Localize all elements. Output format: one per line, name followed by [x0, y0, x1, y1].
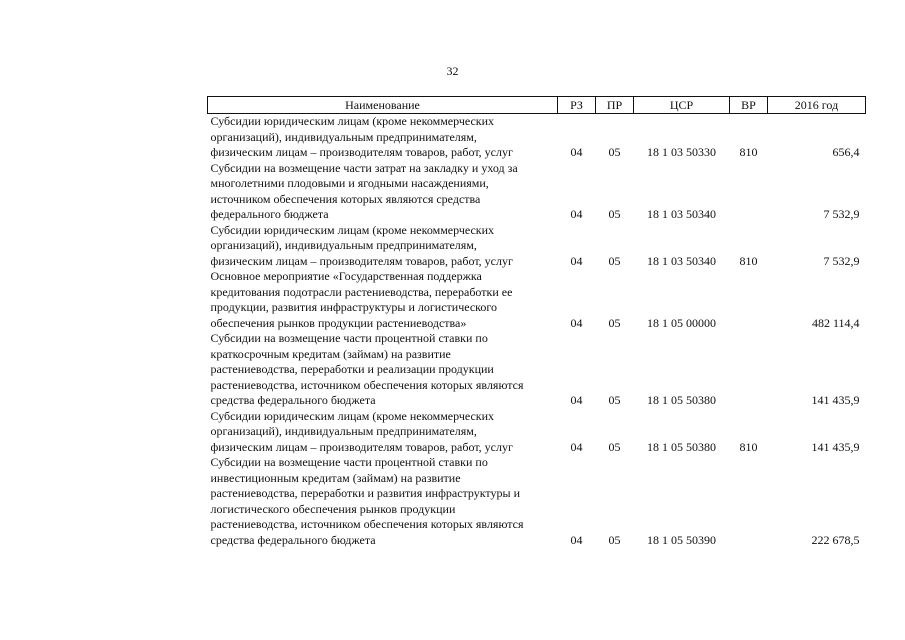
row-vr: [730, 161, 768, 223]
row-amount: 7 532,9: [823, 253, 860, 268]
row-pr: 05: [608, 532, 621, 547]
row-csr: 18 1 05 50380: [647, 439, 716, 454]
row-vr: [730, 269, 768, 331]
row-rz: 04: [570, 439, 583, 454]
header-vr: ВР: [730, 97, 768, 114]
row-pr: 05: [608, 393, 621, 407]
header-year: 2016 год: [768, 97, 866, 114]
table-row: [208, 114, 866, 161]
row-name: Субсидии на возмещение части процентной ставки по краткосрочным кредитам (займам) на развитие растениеводства, переработки и реализации продукции растениеводства, источником обеспечения которых являются средства федерального бюджета: [210, 331, 524, 407]
row-pr: 05: [608, 315, 621, 330]
row-vr: [730, 331, 768, 409]
budget-table: [207, 96, 866, 548]
row-rz: 04: [570, 315, 583, 330]
row-rz: 04: [570, 253, 583, 268]
table-row: [208, 161, 866, 223]
header-name: Наименование: [208, 97, 558, 114]
row-vr: 810: [739, 439, 758, 454]
table-row: [208, 455, 866, 548]
row-vr: 810: [739, 253, 758, 268]
row-amount: 482 114,4: [811, 315, 860, 330]
header-csr: ЦСР: [634, 97, 730, 114]
table-row: [208, 223, 866, 270]
row-vr: 810: [739, 145, 758, 159]
row-csr: 18 1 05 50390: [647, 532, 716, 547]
row-amount: 141 435,9: [811, 393, 860, 407]
row-pr: 05: [608, 439, 621, 454]
page-number: 32: [446, 64, 459, 78]
row-vr: [730, 455, 768, 548]
row-name: Субсидии юридическим лицам (кроме некоммерческих организаций), индивидуальным предпринимателям, физическим лицам – производителям товаров, работ, услуг: [210, 222, 513, 268]
table-row: [208, 331, 866, 409]
row-csr: 18 1 05 00000: [647, 315, 716, 330]
header-rz: РЗ: [558, 97, 596, 114]
row-rz: 04: [570, 393, 583, 407]
row-amount: 7 532,9: [823, 207, 860, 221]
table-header: [208, 97, 866, 114]
row-amount: 222 678,5: [811, 532, 860, 547]
table-body: [208, 114, 866, 549]
table-row: [208, 409, 866, 456]
row-rz: 04: [570, 145, 583, 159]
row-rz: 04: [570, 207, 583, 221]
row-csr: 18 1 03 50330: [647, 145, 716, 159]
row-amount: 656,4: [832, 145, 860, 159]
row-amount: 141 435,9: [811, 439, 860, 454]
row-name: Субсидии на возмещение части процентной ставки по инвестиционным кредитам (займам) на развитие растениеводства, переработки и развития инфраструктуры и логистического обеспечения рынков продукции растениеводства, источником обеспечения которых являются средства федерального бюджета: [210, 455, 524, 547]
row-name: Субсидии юридическим лицам (кроме некоммерческих организаций), индивидуальным предпринимателям, физическим лицам – производителям товаров, работ, услуг: [210, 114, 513, 159]
row-csr: 18 1 03 50340: [647, 207, 716, 221]
row-pr: 05: [608, 145, 621, 159]
row-name: Субсидии на возмещение части затрат на закладку и уход за многолетними плодовыми и ягодными насаждениями, источником обеспечения которых являются средства федерального бюджета: [210, 160, 518, 221]
row-rz: 04: [570, 532, 583, 547]
header-pr: ПР: [596, 97, 634, 114]
row-pr: 05: [608, 253, 621, 268]
row-name: Основное мероприятие «Государственная поддержка кредитования подотрасли растениеводства, переработки ее продукции, развития инфраструктуры и логистического обеспечения рынков продукции растениеводства»: [210, 269, 513, 330]
row-name: Субсидии юридическим лицам (кроме некоммерческих организаций), индивидуальным предпринимателям, физическим лицам – производителям товаров, работ, услуг: [210, 408, 513, 454]
table-row: [208, 269, 866, 331]
row-csr: 18 1 05 50380: [647, 393, 716, 407]
row-pr: 05: [608, 207, 621, 221]
row-csr: 18 1 03 50340: [647, 253, 716, 268]
